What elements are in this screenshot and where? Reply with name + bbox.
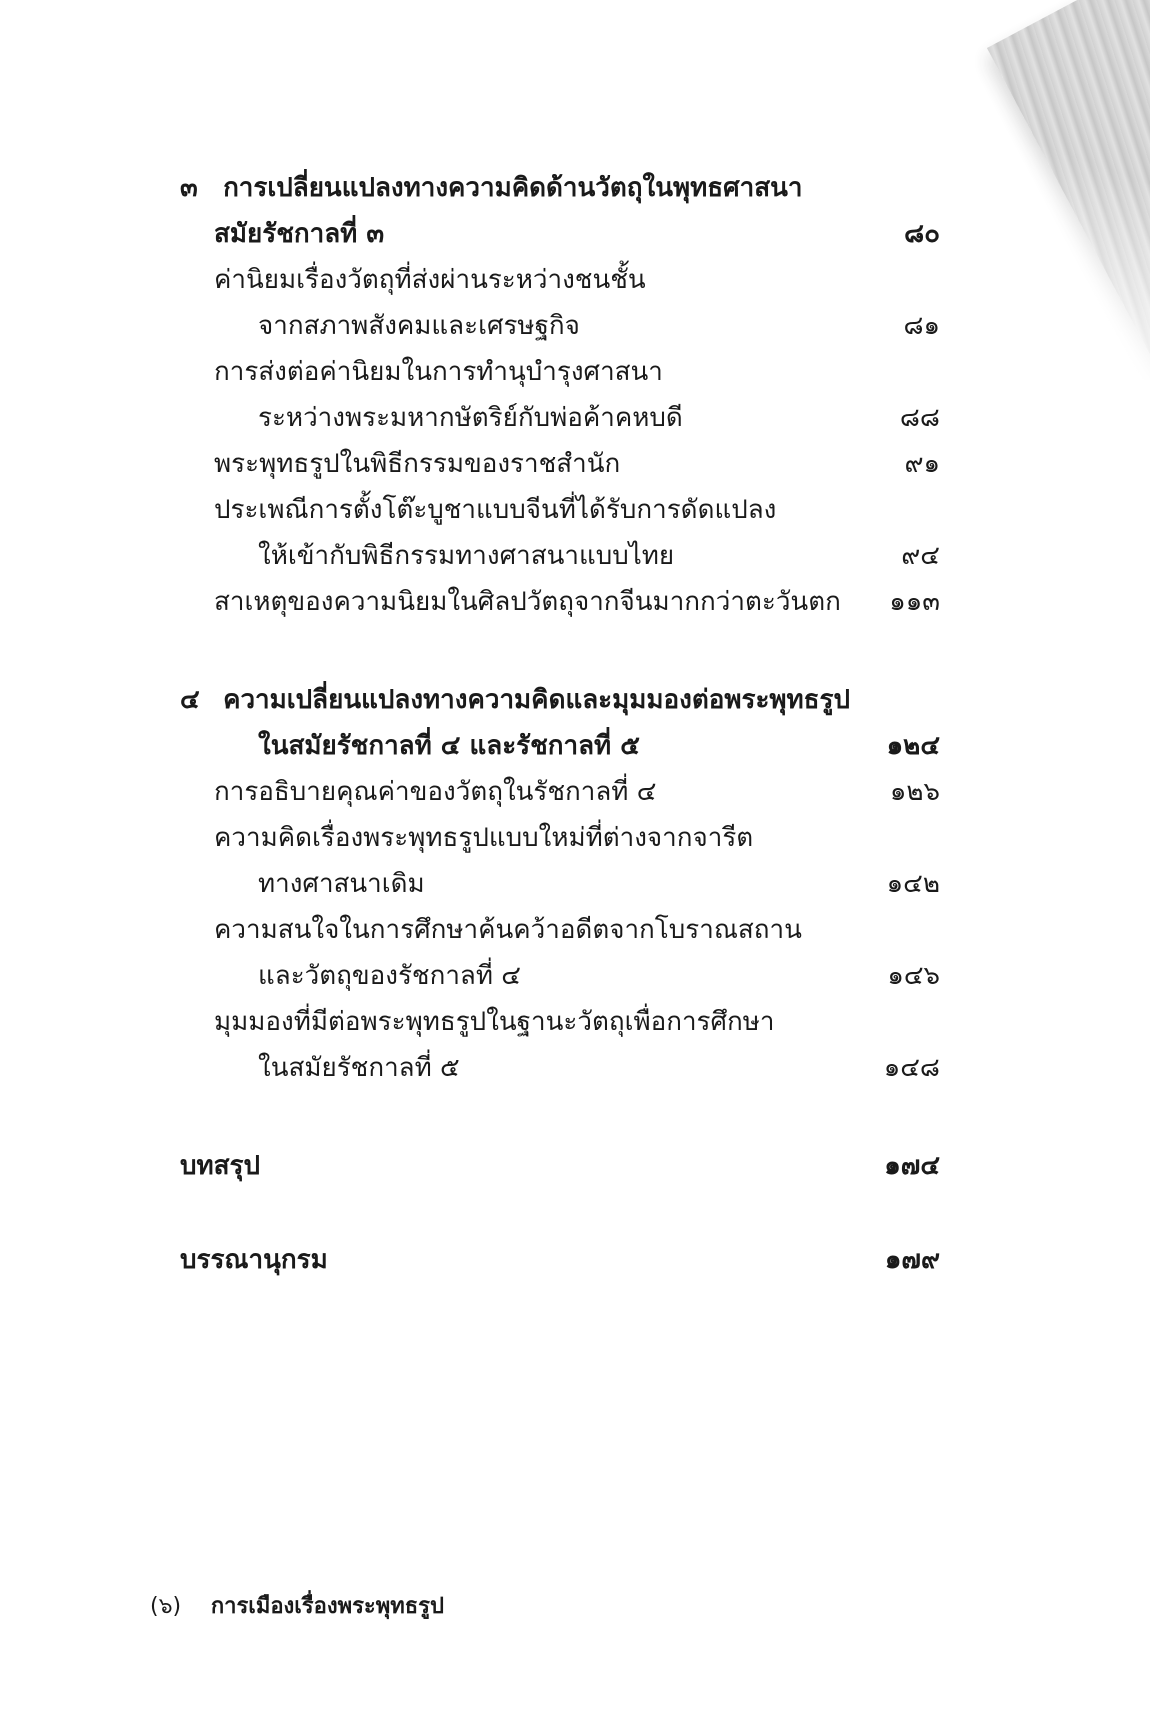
toc-entry: ความคิดเรื่องพระพุทธรูปแบบใหม่ที่ต่างจากจารีต	[214, 823, 754, 853]
bibliography-page: ๑๗๙	[884, 1245, 940, 1275]
toc-entry-page: ๙๔	[901, 541, 940, 571]
chapter-number: ๔	[180, 685, 200, 715]
footer-page-number: (๖)	[150, 1594, 182, 1619]
toc-entry: ความสนใจในการศึกษาค้นคว้าอดีตจากโบราณสถาน	[214, 915, 802, 945]
bibliography-title: บรรณานุกรม	[180, 1245, 328, 1275]
toc-entry-cont: จากสภาพสังคมและเศรษฐกิจ	[258, 311, 580, 341]
chapter-title: การเปลี่ยนแปลงทางความคิดด้านวัตถุในพุทธศาสนา	[223, 173, 803, 203]
toc-entry-page: ๑๑๓	[889, 587, 940, 617]
conclusion-title: บทสรุป	[180, 1151, 260, 1181]
toc-entry-page: ๙๑	[904, 449, 940, 479]
chapter-4-heading	[180, 680, 850, 720]
toc-entry-cont: ให้เข้ากับพิธีกรรมทางศาสนาแบบไทย	[258, 541, 675, 571]
conclusion-page: ๑๗๔	[884, 1151, 940, 1181]
chapter-title: ความเปลี่ยนแปลงทางความคิดและมุมมองต่อพระพุทธรูป	[223, 685, 851, 715]
toc-entry-cont: ระหว่างพระมหากษัตริย์กับพ่อค้าคหบดี	[258, 403, 683, 433]
toc-entry-page: ๑๔๒	[886, 869, 940, 899]
toc-entry: มุมมองที่มีต่อพระพุทธรูปในฐานะวัตถุเพื่อการศึกษา	[214, 1007, 775, 1037]
toc-entry: ค่านิยมเรื่องวัตถุที่ส่งผ่านระหว่างชนชั้น	[214, 265, 646, 295]
toc-entry-cont: และวัตถุของรัชกาลที่ ๔	[258, 961, 521, 991]
toc-entry-page: ๑๔๘	[883, 1053, 940, 1083]
toc-entry-page: ๘๘	[899, 403, 940, 433]
toc-entry: การส่งต่อค่านิยมในการทำนุบำรุงศาสนา	[214, 357, 663, 387]
chapter-number: ๓	[180, 173, 198, 203]
toc-entry: สาเหตุของความนิยมในศิลปวัตถุจากจีนมากกว่าตะวันตก	[214, 587, 841, 617]
toc-entry: ประเพณีการตั้งโต๊ะบูชาแบบจีนที่ได้รับการดัดแปลง	[214, 495, 777, 525]
toc-entry-page: ๘๑	[903, 311, 940, 341]
footer-book-title: การเมืองเรื่องพระพุทธรูป	[210, 1594, 444, 1619]
chapter-3-heading	[180, 168, 802, 208]
toc-entry-page: ๑๔๖	[887, 961, 940, 991]
chapter-4-title-cont: ในสมัยรัชกาลที่ ๔ และรัชกาลที่ ๕	[258, 731, 640, 761]
chapter-3-title-cont: สมัยรัชกาลที่ ๓	[214, 219, 385, 249]
page-footer	[150, 1588, 444, 1623]
toc-entry: พระพุทธรูปในพิธีกรรมของราชสำนัก	[214, 449, 621, 479]
toc-entry-page: ๑๒๖	[889, 777, 940, 807]
toc-entry-cont: ในสมัยรัชกาลที่ ๕	[258, 1053, 460, 1083]
toc-entry-cont: ทางศาสนาเดิม	[258, 869, 425, 899]
chapter-3-page: ๘๐	[904, 219, 940, 249]
chapter-4-page: ๑๒๔	[886, 731, 940, 761]
toc-entry: การอธิบายคุณค่าของวัตถุในรัชกาลที่ ๔	[214, 777, 657, 807]
corner-manuscript-decoration	[940, 0, 1150, 380]
